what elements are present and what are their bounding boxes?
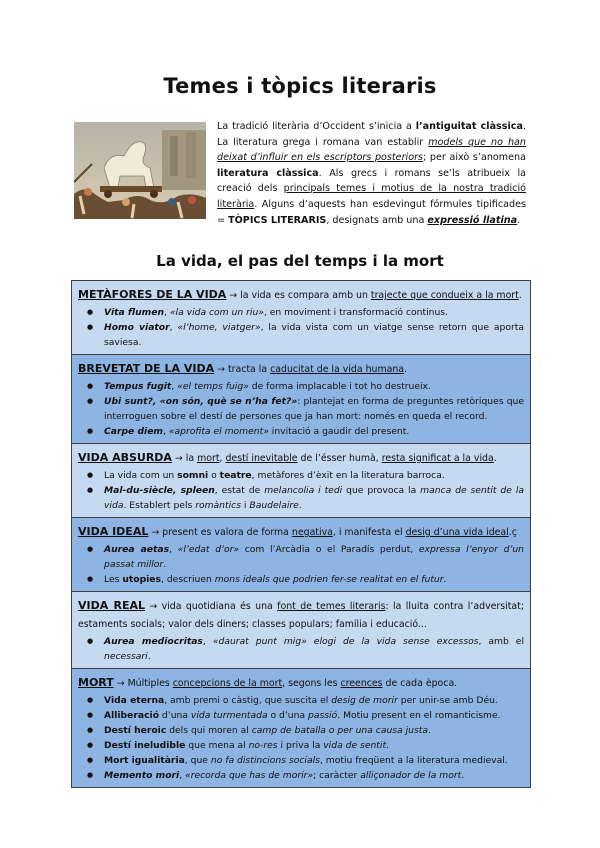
list-item: ● Aurea mediocritas, «daurat punt mig» elogi de la vida sense excessos, amb el necessari. — [104, 634, 524, 664]
row-heading: VIDA ABSURDA → la mort, destí inevitable de l’ésser humà, resta significat a la vida. — [78, 451, 497, 464]
row-brevetat-de-la-vida — [72, 354, 530, 443]
list-item: ● Vida eterna, amb premi o càstig, que suscita el desig de morir per unir-se amb Déu. — [104, 693, 524, 708]
list-item: ● Alliberació d’una vida turmentada o d’una passió. Motiu present en el romanticisme. — [104, 708, 524, 723]
trojan-horse-painting — [74, 122, 206, 219]
section-heading: La vida, el pas del temps i la mort — [156, 252, 444, 270]
row-metafores-de-la-vida — [72, 281, 530, 354]
list-item: ● Homo viator, «l’home, viatger», la vida vista com un viatge sense retorn que aporta saviesa. — [104, 320, 524, 350]
row-heading: VIDA IDEAL → present es valora de forma negativa, i manifesta el desig d’una vida ideal.ç — [78, 525, 517, 538]
topics-table — [71, 280, 531, 788]
list-item: ● Aurea aetas, «l’edat d’or» com l’Arcàdia o el Paradís perdut, expressa l’enyor d’un passat millor. — [104, 542, 524, 572]
list-item: ● Memento mori, «recorda que has de morir»; caràcter alliçonador de la mort. — [104, 768, 524, 783]
list-item: ● La vida com un somni o teatre, metàfores d’èxit en la literatura barroca. — [104, 468, 524, 483]
row-heading: METÀFORES DE LA VIDA → la vida es compara amb un trajecte que condueix a la mort. — [78, 288, 522, 301]
row-mort — [72, 668, 530, 787]
row-heading: VIDA REAL → vida quotidiana és una font de temes literaris: la lluita contra l’adversitat; estaments socials; valor dels diners; classes populars; família i educació... — [78, 599, 525, 630]
row-vida-real — [72, 591, 530, 668]
list-item: ● Vita flumen, «la vida com un riu», en moviment i transformació continus. — [104, 305, 524, 320]
list-item: ● Carpe diem, «aprofita el moment» invitació a gaudir del present. — [104, 424, 524, 439]
list-item: ● Destí ineludible que mena al no-res i priva la vida de sentit. — [104, 738, 524, 753]
list-item: ● Mal-du-siècle, spleen, estat de melancolia i tedi que provoca la manca de sentit de la vida. Establert pels romàntics i Baudelaire. — [104, 483, 524, 513]
list-item: ● Ubi sunt?, «on són, què se n’ha fet?»: plantejat en forma de preguntes retòriques que interroguen sobre el destí de persones que ja han mort: només en queda el record. — [104, 394, 524, 424]
row-vida-ideal — [72, 517, 530, 591]
row-vida-absurda — [72, 443, 530, 517]
list-item: ● Les utopies, descriuen mons ideals que podrien fer-se realitat en el futur. — [104, 572, 524, 587]
row-heading: BREVETAT DE LA VIDA → tracta la caducitat de la vida humana. — [78, 362, 408, 375]
list-item: ● Tempus fugit, «el temps fuig» de forma implacable i tot ho destrueix. — [104, 379, 524, 394]
row-heading: MORT → Múltiples concepcions de la mort, segons les creences de cada època. — [78, 676, 458, 689]
intro-paragraph: La tradició literària d’Occident s’inicia a l’antiguitat clàssica. La literatura grega i romana van establir models que no han deixat d’influir en els escriptors posteriors; per això s’anomena literatura clàssica. Als grecs i romans se’ls atribueix la creació dels principals temes i motius de la nostra tradició literària. Alguns d’aquests han esdevingut fórmules tipificades = TÒPICS LITERARIS, designats amb una expressió llatina. — [217, 121, 526, 226]
list-item: ● Mort igualitària, que no fa distincions socials, motiu freqüent a la literatura medieval. — [104, 753, 524, 768]
page-title: Temes i tòpics literaris — [163, 74, 437, 98]
list-item: ● Destí heroic dels qui moren al camp de batalla o per una causa justa. — [104, 723, 524, 738]
